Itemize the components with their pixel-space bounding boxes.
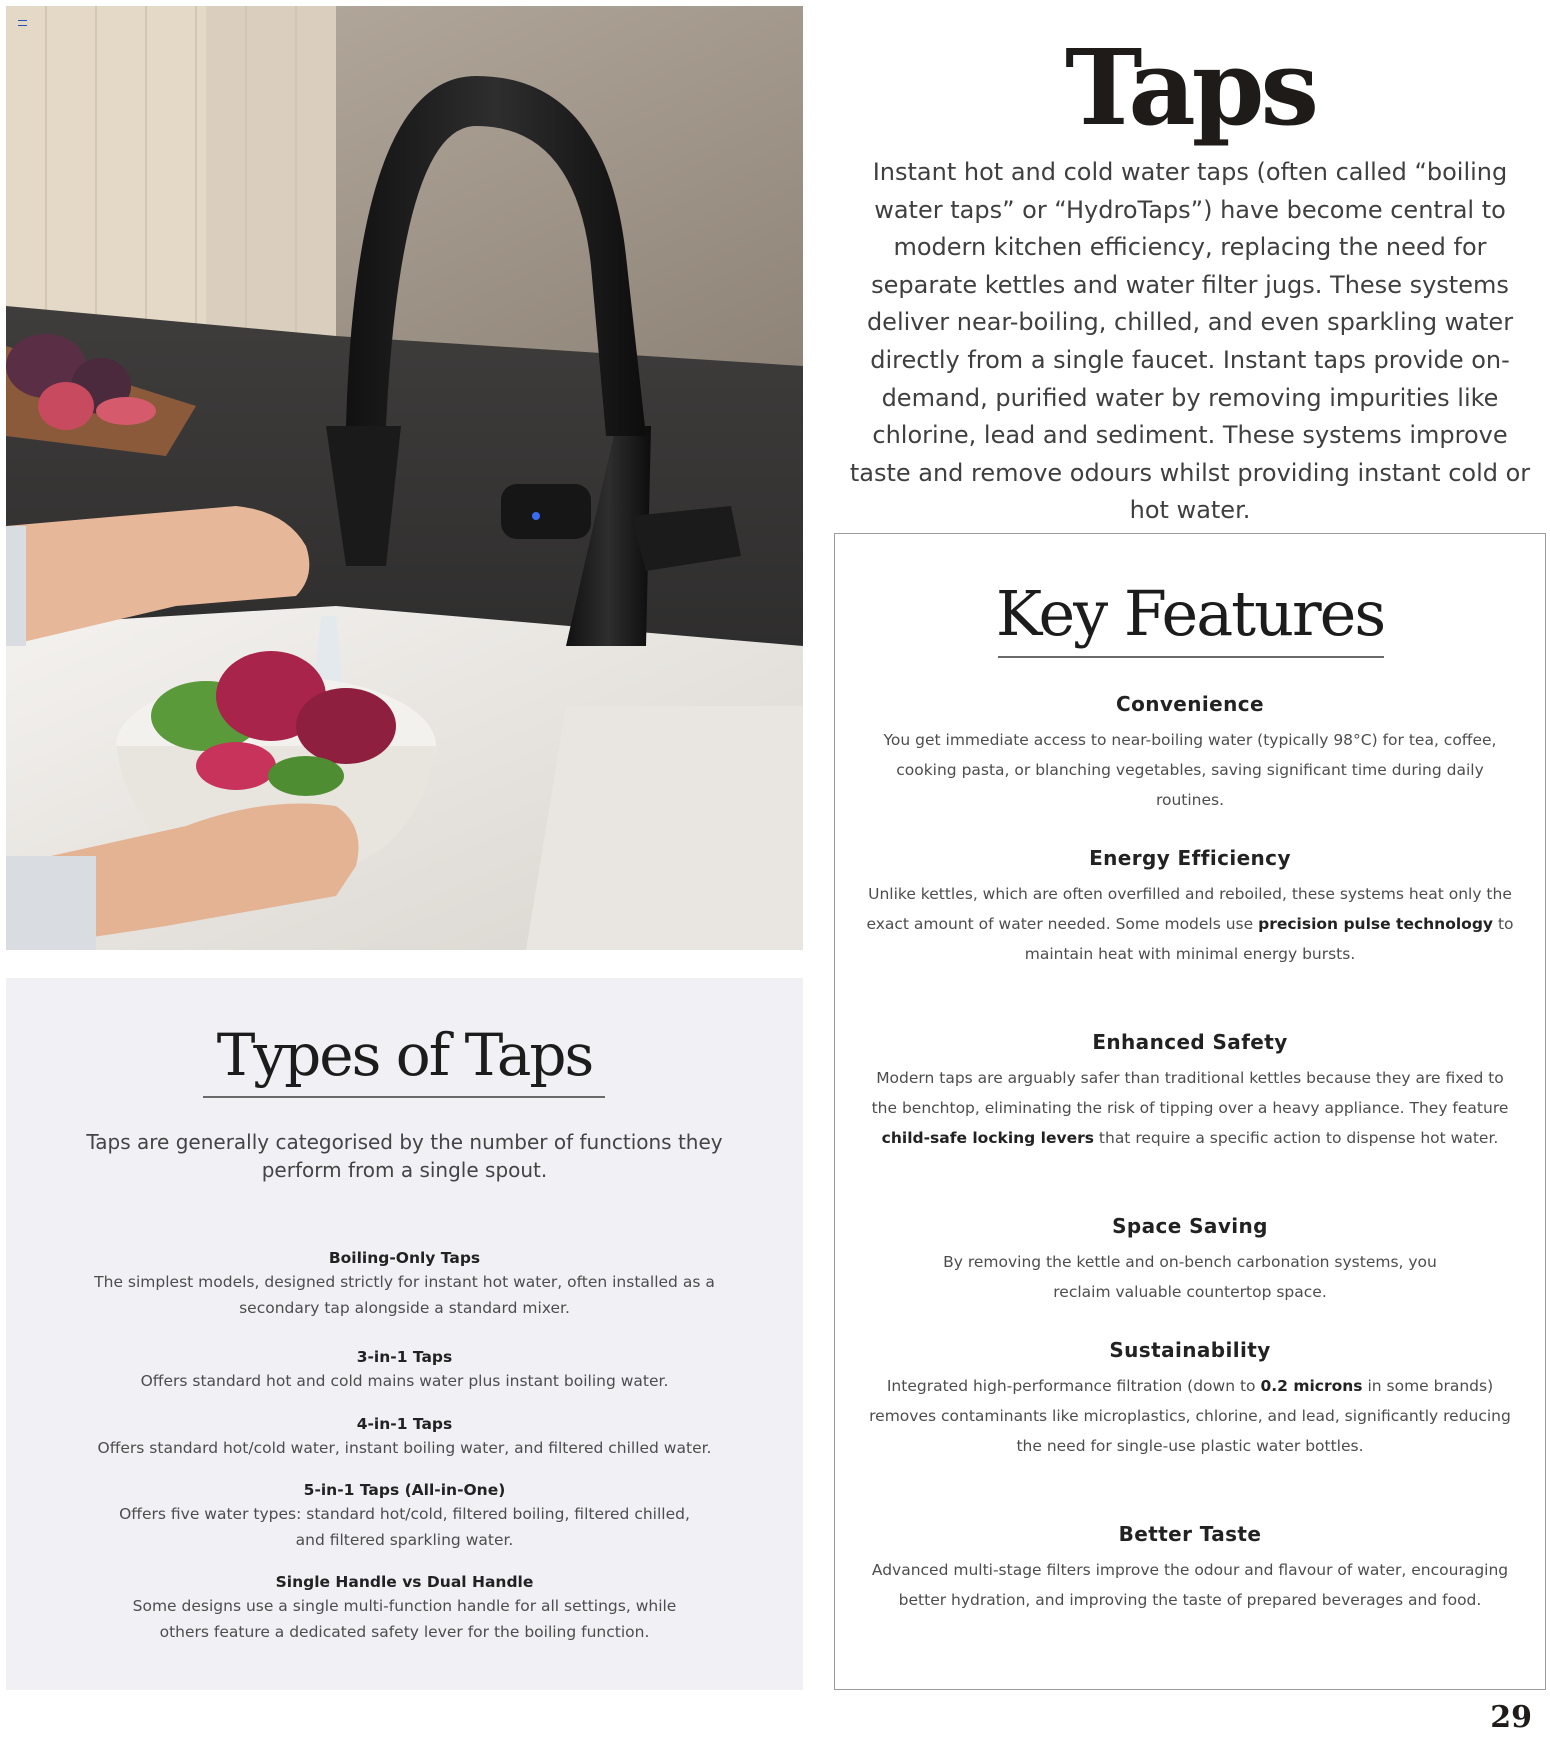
tap-type-heading: 3-in-1 Taps (356, 1348, 453, 1366)
page-number: 29 (1490, 1700, 1532, 1735)
tap-type-3-in-1 (26, 1345, 783, 1395)
tap-type-boiling-only (26, 1246, 783, 1321)
feature-sustainability (865, 1335, 1515, 1461)
tap-type-heading: Boiling-Only Taps (328, 1249, 481, 1267)
feature-heading: Space Saving (1112, 1214, 1268, 1238)
types-of-taps-title: Types of Taps (216, 1021, 593, 1089)
feature-space-saving (865, 1211, 1515, 1307)
menu-icon[interactable] (18, 20, 27, 26)
tap-type-heading: 5-in-1 Taps (All-in-One) (303, 1481, 506, 1499)
feature-heading: Enhanced Safety (1092, 1030, 1288, 1054)
tap-type-single-vs-dual-handle (26, 1570, 783, 1645)
feature-better-taste (865, 1519, 1515, 1615)
tap-type-text: Offers five water types: standard hot/cold, filtered boiling, filtered chilled, and filtered sparkling water. (119, 1505, 690, 1549)
feature-text: You get immediate access to near-boiling water (typically 98°C) for tea, coffee, cooking pasta, or blanching vegetables, saving significant time during daily routines. (883, 731, 1497, 809)
tap-type-heading: 4-in-1 Taps (356, 1415, 453, 1433)
tap-type-text: Offers standard hot/cold water, instant boiling water, and filtered chilled water. (97, 1439, 712, 1457)
tap-type-5-in-1 (26, 1478, 783, 1553)
intro-paragraph: Instant hot and cold water taps (often called “boiling water taps” or “HydroTaps”) have become central to modern kitchen efficiency, replacing the need for separate kettles and water filter jugs. These systems deliver near-boiling, chilled, and even sparkling water directly from a single faucet. Instant taps provide on-demand, purified water by removing impurities like chlorine, lead and sediment. These systems improve taste and remove odours whilst providing instant cold or hot water. (849, 158, 1531, 525)
feature-enhanced-safety (865, 1027, 1515, 1153)
feature-text: By removing the kettle and on-bench carbonation systems, you reclaim valuable countertop space. (943, 1253, 1437, 1301)
tap-type-4-in-1 (26, 1412, 783, 1462)
feature-heading: Sustainability (1109, 1338, 1271, 1362)
feature-text: Advanced multi-stage filters improve the odour and flavour of water, encouraging better hydration, and improving the taste of prepared beverages and food. (871, 1561, 1509, 1609)
key-features-divider (998, 656, 1384, 658)
feature-text: Integrated high-performance filtration (down to 0.2 microns in some brands) removes contaminants like microplastics, chlorine, and lead, significantly reducing the need for single-use plastic water bottles. (869, 1377, 1511, 1455)
feature-convenience (865, 689, 1515, 815)
page-title: Taps (1064, 26, 1316, 149)
types-of-taps-divider (203, 1096, 605, 1098)
feature-text: Modern taps are arguably safer than traditional kettles because they are fixed to the benchtop, eliminating the risk of tipping over a heavy appliance. They feature child-safe locking levers that require a specific action to dispense hot water. (871, 1069, 1509, 1147)
key-features-panel (834, 533, 1546, 1690)
types-of-taps-panel (6, 978, 803, 1690)
feature-text: Unlike kettles, which are often overfilled and reboiled, these systems heat only the exact amount of water needed. Some models use precision pulse technology to maintain heat with minimal energy bursts. (866, 885, 1514, 963)
hero-photo (6, 6, 803, 950)
tap-type-heading: Single Handle vs Dual Handle (275, 1573, 534, 1591)
feature-heading: Convenience (1116, 692, 1264, 716)
feature-heading: Energy Efficiency (1089, 846, 1291, 870)
tap-type-text: The simplest models, designed strictly for instant hot water, often installed as a secondary tap alongside a standard mixer. (94, 1273, 715, 1317)
tap-photo-illustration (6, 6, 803, 950)
feature-heading: Better Taste (1118, 1522, 1262, 1546)
key-features-title: Key Features (995, 577, 1385, 650)
tap-type-text: Some designs use a single multi-function handle for all settings, while others feature a dedicated safety lever for the boiling function. (132, 1597, 677, 1641)
tap-type-text: Offers standard hot and cold mains water plus instant boiling water. (140, 1372, 669, 1390)
types-of-taps-intro: Taps are generally categorised by the number of functions they perform from a single spout. (86, 1130, 723, 1182)
feature-energy-efficiency (865, 843, 1515, 969)
